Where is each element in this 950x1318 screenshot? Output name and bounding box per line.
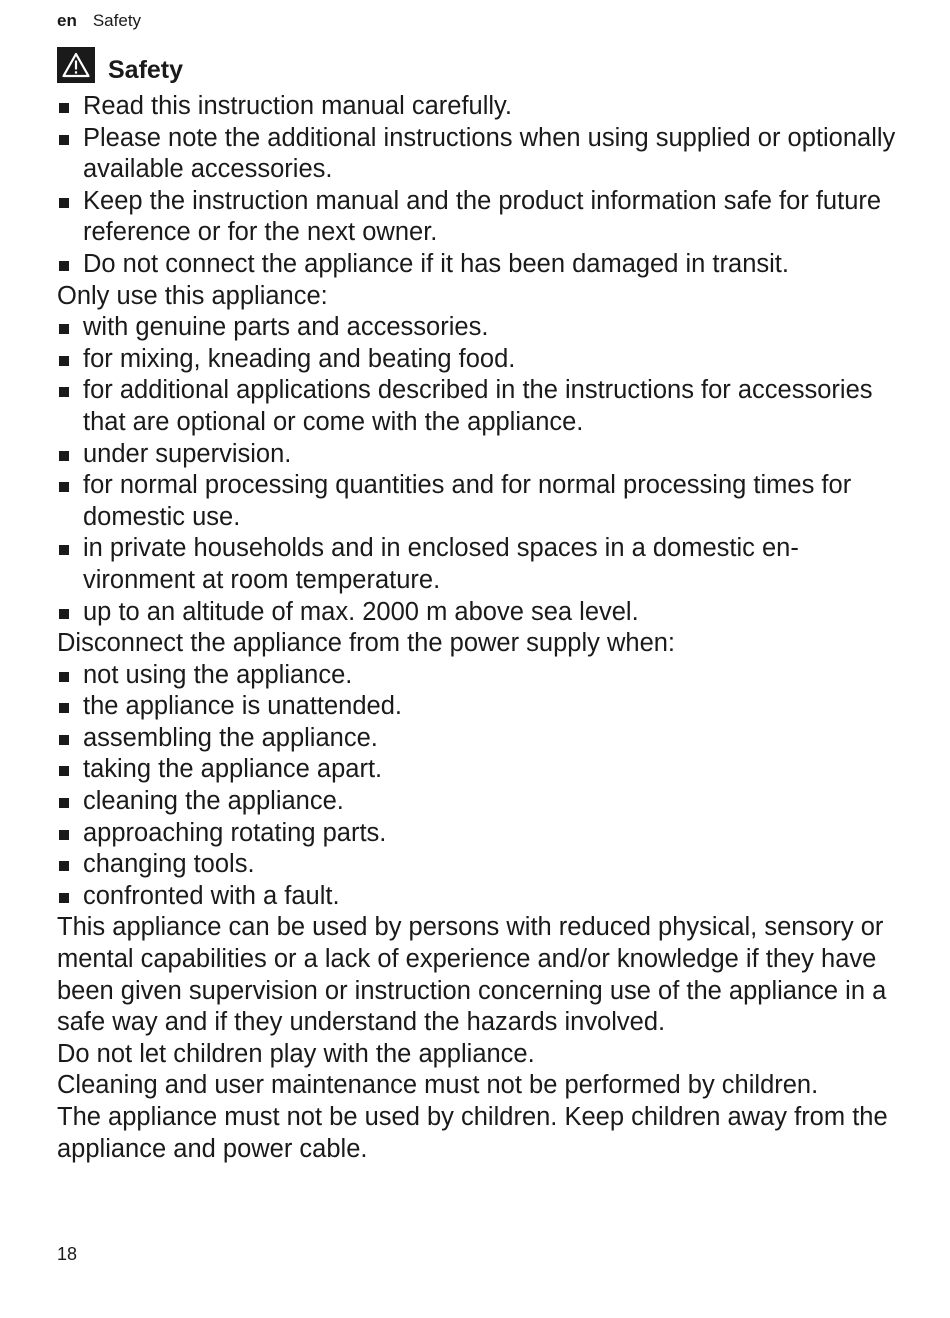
list-item: under supervision. [57, 439, 897, 471]
disconnect-intro-text: Disconnect the appliance from the power supply when: [57, 629, 676, 658]
list-item: cleaning the appliance. [57, 786, 897, 818]
page-number: 18 [57, 1244, 78, 1264]
list-item: Read this instruction manual carefully. [57, 91, 897, 123]
list-item: not using the appliance. [57, 660, 897, 692]
paragraph-children-away: The appliance must not be used by children. Keep children away from the appliance and power cable. [57, 1103, 888, 1163]
intended-use-list [57, 312, 897, 628]
list-item: Keep the instruction manual and the product information safe for future reference or for the next owner. [57, 186, 897, 249]
list-item: confronted with a fault. [57, 881, 897, 913]
list-item: Please note the additional instructions when using supplied or optionally available accessories. [57, 123, 897, 186]
section-label: Safety [92, 11, 142, 30]
warning-triangle-icon [57, 47, 95, 83]
general-instructions-list [57, 91, 897, 281]
list-item: up to an altitude of max. 2000 m above sea level. [57, 597, 897, 629]
list-item: taking the appliance apart. [57, 754, 897, 786]
list-item: for normal processing quantities and for normal processing times for domestic use. [57, 470, 897, 533]
language-label: en [57, 11, 77, 30]
list-item: Do not connect the appliance if it has been damaged in transit. [57, 249, 897, 281]
paragraph-children-play: Do not let children play with the appliance. [57, 1039, 535, 1068]
list-item: for mixing, kneading and beating food. [57, 344, 897, 376]
disconnect-conditions-list [57, 660, 897, 913]
list-item: in private households and in enclosed spaces in a domestic environment at room temperature. [57, 533, 897, 596]
paragraph-capabilities: This appliance can be used by persons with reduced physical, sensory or mental capabilities or a lack of experience and/or knowledge if they have been given supervision or instruction concerning use of the appliance in a safe way and if they understand the hazards involved. [57, 913, 887, 1037]
running-header [57, 10, 141, 32]
use-intro-text: Only use this appliance: [57, 281, 328, 310]
safety-content [57, 91, 897, 1165]
list-item: changing tools. [57, 849, 897, 881]
list-item: with genuine parts and accessories. [57, 312, 897, 344]
list-item: for additional applications described in the instructions for accessories that are optional or come with the appliance. [57, 375, 897, 438]
list-item: the appliance is unattended. [57, 691, 897, 723]
list-item: assembling the appliance. [57, 723, 897, 755]
paragraph-cleaning: Cleaning and user maintenance must not be performed by children. [57, 1071, 819, 1100]
page-title: Safety [108, 56, 184, 84]
section-heading [57, 46, 183, 84]
list-item: approaching rotating parts. [57, 818, 897, 850]
